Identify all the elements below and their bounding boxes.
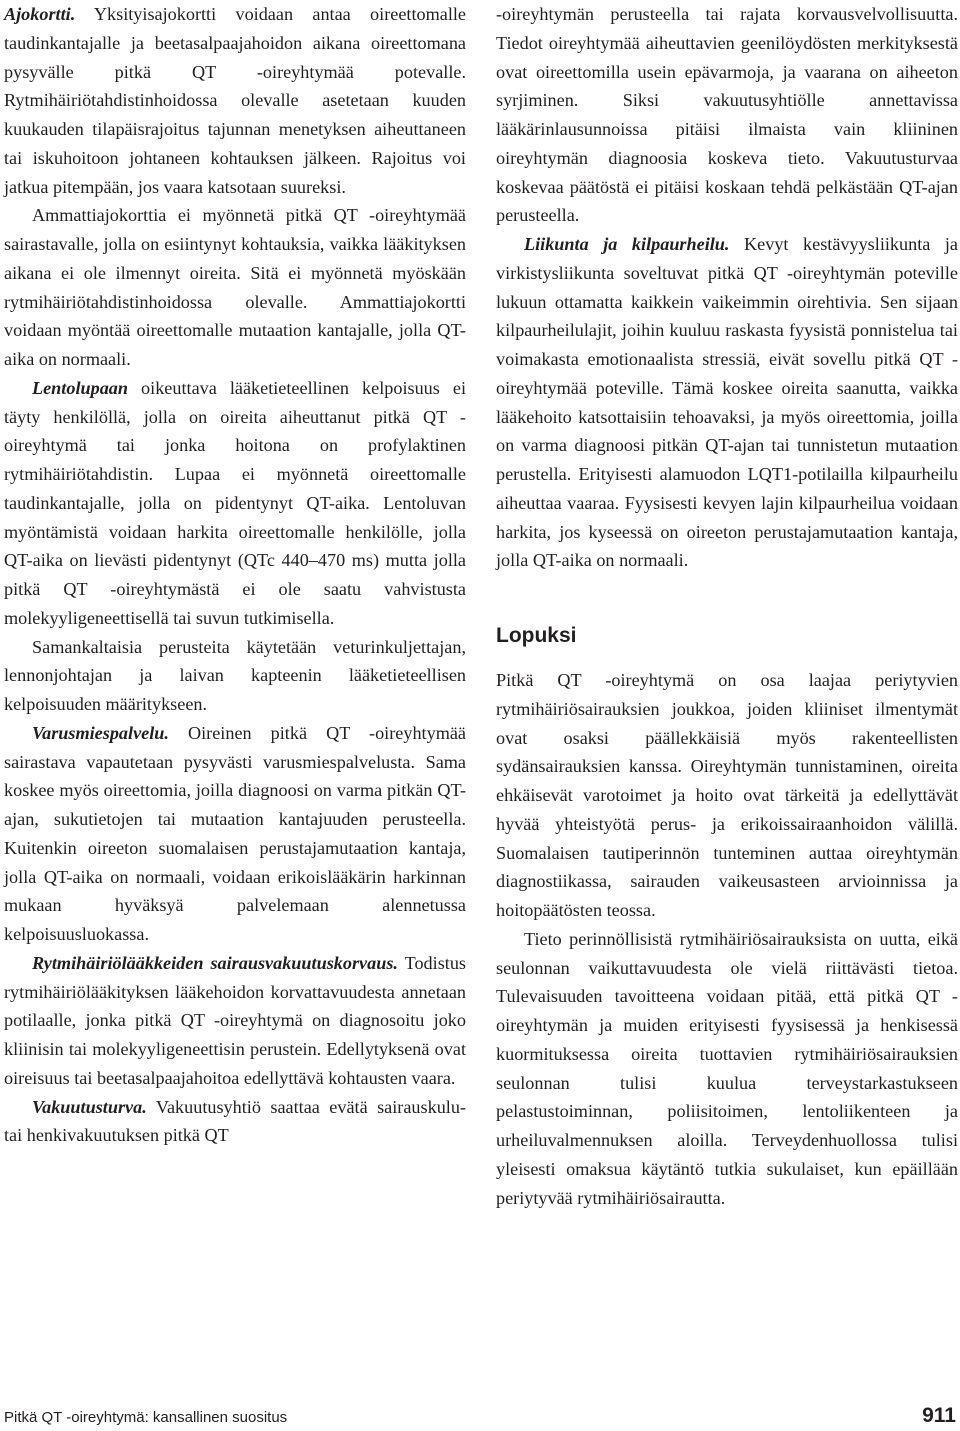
right-column	[496, 0, 958, 1212]
paragraph-insurance-continued	[496, 0, 958, 230]
page-footer	[4, 1404, 956, 1428]
paragraph-drug-reimbursement	[4, 949, 466, 1093]
text-military-service: Oireinen pitkä QT -oireyhtymää sairastava vapautetaan pysyvästi varusmiespalvelusta. Sama koskee myös oireettomia, joilla diagnoosi on varma pitkän QT-ajan, sukutietojen tai mutaation kantajuuden perusteella. Kuitenkin oireeton suomalaisen perustajamutaation kantaja, jolla QT-aika on normaali, voidaan erikoislääkärin harkinnan mukaan hyväksyä palvelemaan alennetussa kelpoisuusluokassa.	[4, 722, 466, 944]
lead-drug-reimbursement: Rytmihäiriölääkkeiden sairausvakuutuskorvaus.	[32, 952, 398, 973]
running-title: Pitkä QT -oireyhtymä: kansallinen suositus	[4, 1409, 288, 1426]
lead-driving-licence: Ajokortti.	[4, 4, 76, 24]
lead-military-service: Varusmiespalvelu.	[32, 722, 169, 743]
paragraph-military-service	[4, 719, 466, 949]
paragraph-other-professions	[4, 633, 466, 719]
lead-pilot-licence: Lentolupaan	[32, 377, 129, 398]
text-insurance: Vakuutusyhtiö saattaa evätä sairauskulu- tai henkivakuutuksen pitkä QT	[4, 1096, 466, 1146]
lead-sports: Liikunta ja kilpaurheilu.	[524, 234, 730, 254]
paragraph-conclusion-2	[496, 925, 958, 1213]
text-conclusion-2: Tieto perinnöllisistä rytmihäiriösairauksista on uutta, eikä seulonnan vaikuttavuudesta ole vielä riittävästi tietoa. Tulevaisuuden tavoitteena voidaan pitää, että pitkä QT -oireyhtymän ja muiden erityisesti fyysisessä ja henkisessä kuormituksessa oireita tuottavien rytmihäiriösairauksien seulonnan tulisi kuulua terveystarkastukseen pelastustoiminnan, poliisitoimen, lentoliikenteen ja urheiluvalmennuksen aloilla. Terveydenhuollossa tulisi yleisesti omaksua käytäntö tutkia sukulaiset, kun epäillään periytyvää rytmihäiriösairautta.	[496, 928, 958, 1208]
text-driving-licence: Yksityisajokortti voidaan antaa oireettomalle taudinkantajalle ja beetasalpaajahoidon aikana oireettomana pysyvälle pitkä QT -oireyhtymää potevalle. Rytmihäiriötahdistinhoidossa olevalle asetetaan kuuden kuukauden tilapäisrajoitus tajunnan menetyksen aiheuttaneen tai iskuhoitoon johtaneen kohtauksen jälkeen. Rajoitus voi jatkua pitempään, jos vaara katsotaan suureksi.	[4, 4, 466, 197]
paragraph-driving-licence	[4, 0, 466, 201]
paragraph-pilot-licence	[4, 374, 466, 633]
left-column	[4, 0, 466, 1150]
section-heading-conclusion: Lopuksi	[496, 624, 577, 647]
text-pilot-licence: oikeuttava lääketieteellinen kelpoisuus ei täyty henkilöllä, jolla on oireita aiheuttanut pitkä QT -oireyhtymä tai jonka hoitona on profylaktinen rytmihäiriötahdistin. Lupaa ei myönnetä oireettomalle taudinkantajalle, jolla on pidentynyt QT-aika. Lentoluvan myöntämistä voidaan harkita oireettomalle henkilölle, jolla QT-aika on lievästi pidentynyt (QTc 440–470 ms) mutta jolla pitkä QT -oireyhtymästä ei ole saatu vahvistusta molekyyligeneettisellä tai suvun tutkimisella.	[4, 377, 466, 628]
text-other-professions: Samankaltaisia perusteita käytetään veturinkuljettajan, lennonjohtajan ja laivan kapteenin lääketieteellisen kelpoisuuden määritykseen.	[4, 636, 466, 714]
lead-insurance: Vakuutusturva.	[32, 1096, 147, 1117]
text-conclusion-1: Pitkä QT -oireyhtymä on osa laajaa periytyvien rytmihäiriösairauksien joukkoa, joiden kliiniset ilmentymät ovat osaksi päällekkäisiä myös rakenteellisten sydänsairauksien kanssa. Oireyhtymän tunnistaminen, oireita ehkäisevät varotoimet ja hoito ovat tärkeitä ja edellyttävät hyvää yhteistyötä perus- ja erikoissairaanhoidon välillä. Suomalaisen tautiperinnön tunteminen auttaa oireyhtymän diagnostiikassa, sairauden vaikeusasteen arvioinnissa ja hoitopäätösten teossa.	[496, 670, 958, 920]
text-drug-reimbursement: Todistus rytmihäiriölääkityksen lääkehoidon korvattavuudesta annetaan potilaalle, jonka pitkä QT -oireyhtymä on diagnosoitu joko kliinisin tai molekyyligeneettisin perustein. Edellytyksenä ovat oireisuus tai beetasalpaajahoitoa edellyttävä kohtausten vaara.	[4, 952, 466, 1088]
paragraph-professional-licence	[4, 201, 466, 374]
text-insurance-continued: -oireyhtymän perusteella tai rajata korvausvelvollisuutta. Tiedot oireyhtymää aiheuttavien geenilöydösten merkityksestä ovat oireettomilla usein epävarmoja, ja vaarana on aiheeton syrjiminen. Siksi vakuutusyhtiölle annettavissa lääkärinlausunnoissa pitäisi ilmaista vain kliininen oireyhtymän diagnoosia koskeva tieto. Vakuutusturvaa koskevaa päätöstä ei pitäisi koskaan tehdä pelkästään QT-ajan perusteella.	[496, 4, 958, 226]
text-sports: Kevyt kestävyysliikunta ja virkistysliikunta soveltuvat pitkä QT -oireyhtymän poteville lukuun ottamatta kaikkein vaikeimmin oirehtivia. Sen sijaan kilpaurheilulajit, joihin kuuluu raskasta fyysistä ponnistelua tai voimakasta emotionaalista stressiä, eivät sovellu pitkä QT -oireyhtymää poteville. Tämä koskee oireita saanutta, vaikka lääkehoito katsottaisiin tehoavaksi, ja myös oireettomia, joilla on varma diagnoosi pitkän QT-ajan tai tunnistetun mutaation perustella. Erityisesti alamuodon LQT1-potilailla kilpaurheilu aiheuttaa vaaraa. Fyysisesti kevyen lajin kilpaurheilua voidaan harkita, jos kyseessä on oireeton perustajamutaation kantaja, jolla QT-aika on normaali.	[496, 234, 959, 571]
page-number: 911	[922, 1404, 956, 1427]
text-professional-licence: Ammattiajokorttia ei myönnetä pitkä QT -oireyhtymää sairastavalle, jolla on esiintynyt kohtauksia, vaikka lääkityksen aikana ei ole ilmennyt oireita. Sitä ei myönnetä myöskään rytmihäiriötahdistinhoidossa olevalle. Ammattiajokortti voidaan myöntää oireettomalle mutaation kantajalle, jolla QT-aika on normaali.	[4, 205, 466, 369]
paragraph-sports	[496, 230, 958, 575]
paragraph-insurance	[4, 1093, 466, 1151]
paragraph-conclusion-1	[496, 666, 958, 925]
